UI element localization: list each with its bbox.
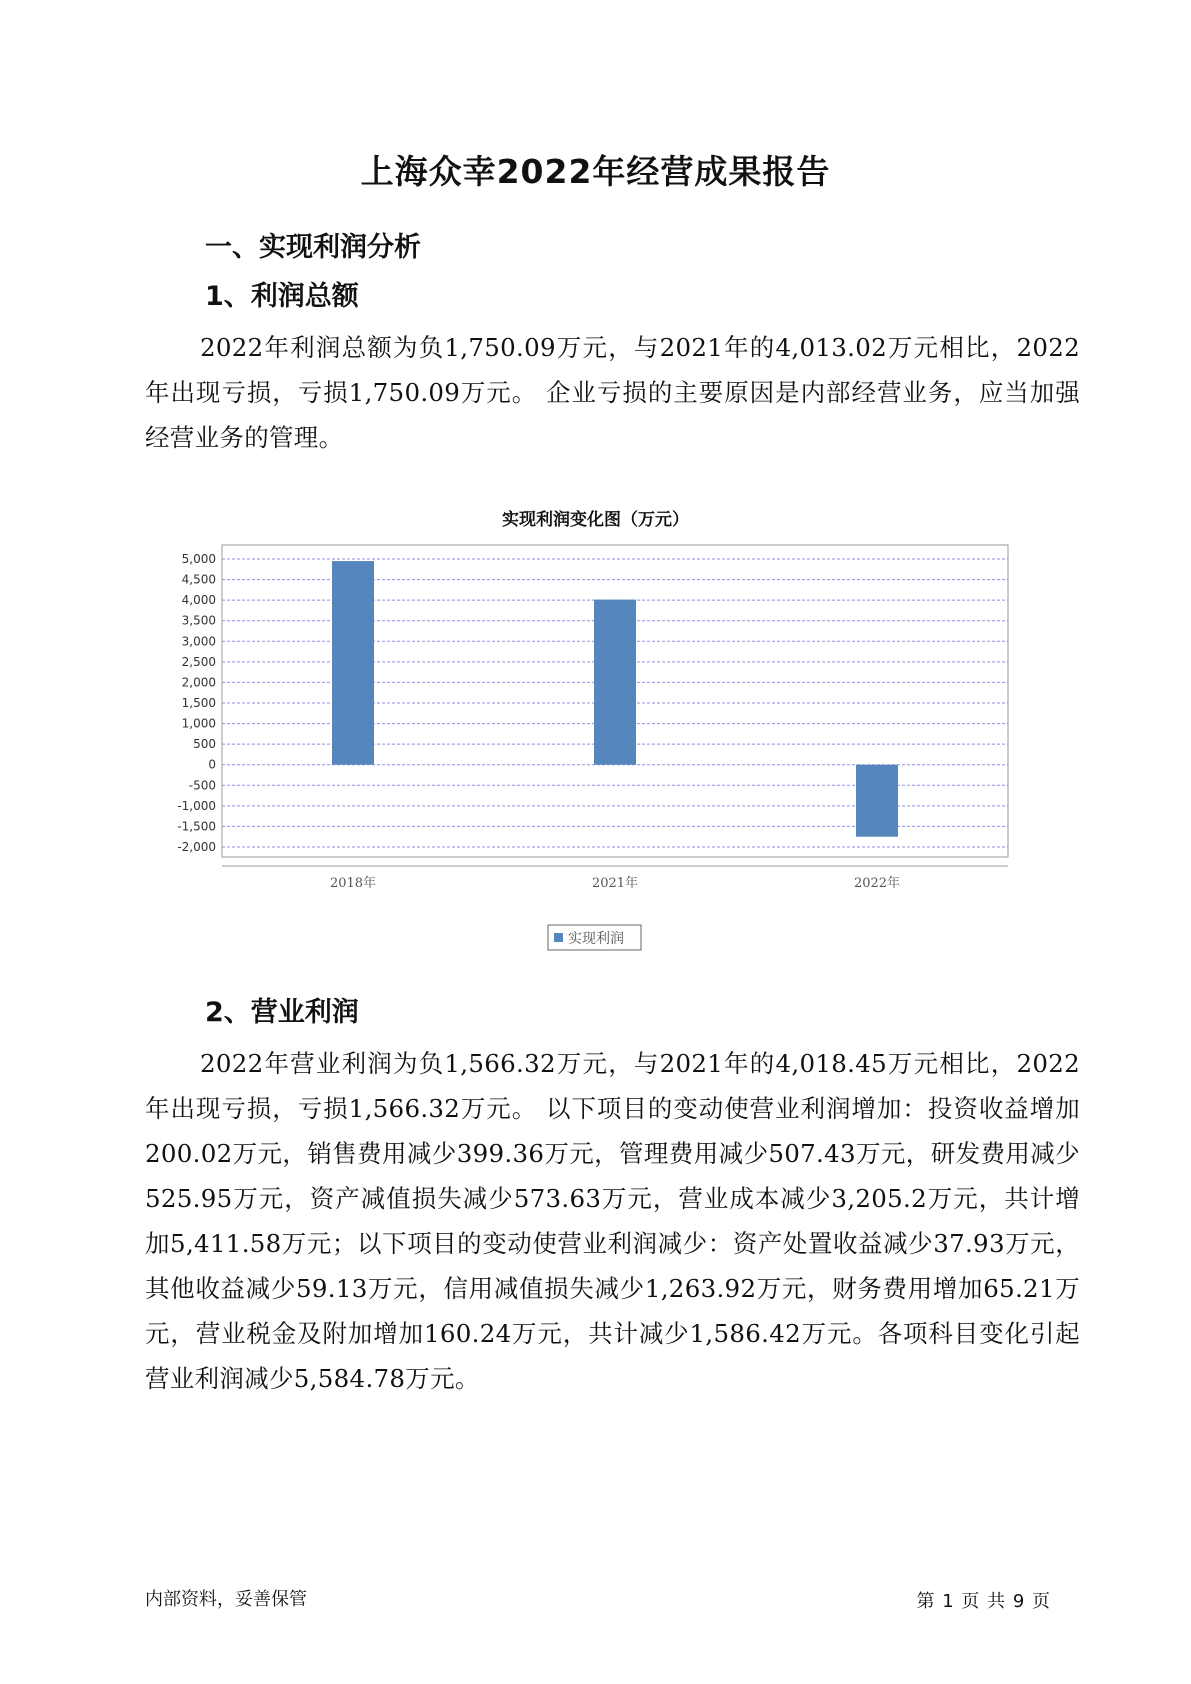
y-tick-label: 2,000 [181, 675, 216, 690]
y-tick-label: -2,000 [177, 840, 216, 854]
y-tick-label: -1,000 [177, 798, 216, 813]
chart-title: 实现利润变化图（万元） [502, 510, 689, 530]
legend-label: 实现利润 [568, 931, 624, 947]
bar-2018年 [332, 561, 374, 765]
y-tick-label: 3,000 [181, 634, 216, 649]
y-tick-label: 1,500 [181, 696, 216, 710]
y-tick-label: 5,000 [181, 552, 216, 566]
y-tick-label: 4,000 [181, 593, 216, 608]
y-axis-ticks [177, 552, 216, 854]
y-tick-label: -500 [188, 778, 216, 793]
y-tick-label: 3,500 [181, 613, 216, 628]
x-tick-label: 2021年 [591, 876, 639, 891]
bar-2021年 [594, 600, 636, 765]
y-tick-label: 4,500 [181, 572, 216, 587]
x-tick-label: 2018年 [329, 876, 377, 891]
y-tick-label: 500 [193, 737, 216, 752]
total-profit-paragraph: 2022年利润总额为负1,750.09万元，与2021年的4,013.02万元相比，2022年出现亏损，亏损1,750.09万元。 企业亏损的主要原因是内部经营业务，应当加强经营业务的管理。 [145, 333, 1080, 452]
legend [548, 925, 641, 950]
section-heading-profit-analysis: 一、实现利润分析 [205, 232, 421, 263]
y-tick-label: -1,500 [177, 819, 216, 834]
y-tick-label: 1,000 [181, 716, 216, 731]
document-title: 上海众幸2022年经营成果报告 [360, 152, 831, 191]
profit-bar-chart [160, 535, 1030, 960]
bar-2022年 [856, 765, 898, 837]
footer-page-number: 第 1 页 共 9 页 [916, 1591, 1051, 1612]
operating-profit-paragraph: 2022年营业利润为负1,566.32万元，与2021年的4,018.45万元相比，2022年出现亏损，亏损1,566.32万元。 以下项目的变动使营业利润增加：投资收益增加200.02万元，销售费用减少399.36万元，管理费用减少507.43万元，研发费用减少525.95万元，资产减值损失减少573.63万元，营业成本减少3,205.2万元，共计增加5,411.58万元；以下项目的变动使营业利润减少：资产处置收益减少37.93万元，其他收益减少59.13万元，信用减值损失减少1,263.92万元，财务费用增加65.21万元，营业税金及附加增加160.24万元，共计减少1,586.42万元。各项科目变化引起营业利润减少5,584.78万元。 [145, 1049, 1080, 1393]
subsection-heading-operating-profit: 2、营业利润 [205, 997, 359, 1028]
y-tick-label: 0 [208, 757, 216, 772]
x-axis-ticks [330, 875, 900, 891]
legend-swatch [554, 933, 563, 942]
y-tick-label: 2,500 [181, 654, 216, 669]
footer-confidential-note: 内部资料，妥善保管 [145, 1589, 307, 1610]
subsection-heading-total-profit: 1、利润总额 [205, 281, 359, 312]
x-tick-label: 2022年 [853, 876, 901, 891]
